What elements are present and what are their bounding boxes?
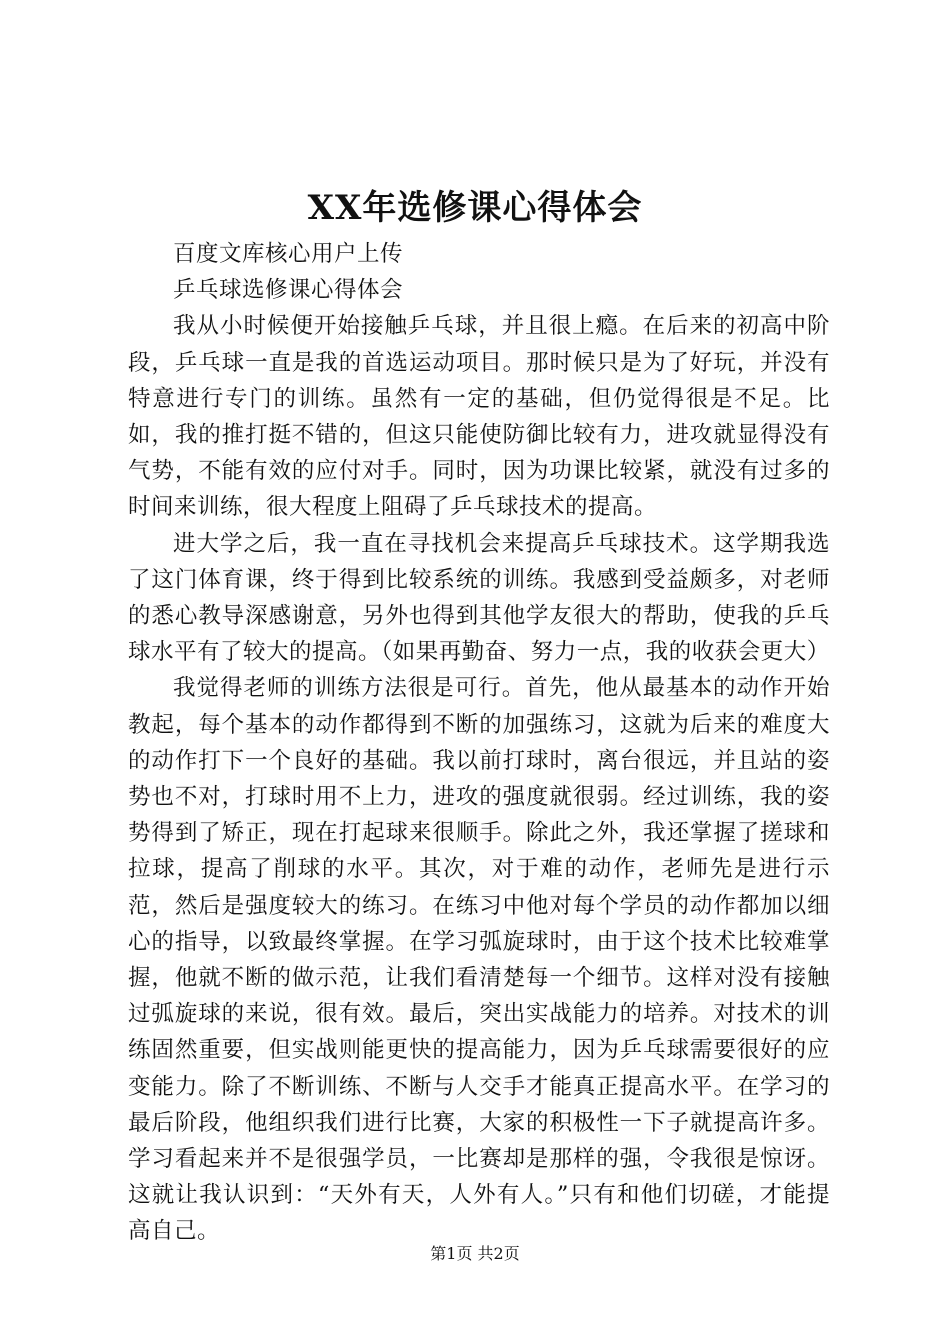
page-footer: 第1页 共2页 xyxy=(430,1244,520,1263)
paragraph-uploader-note: 百度文库核心用户上传 xyxy=(173,241,404,267)
paragraph-2: 进大学之后，我一直在寻找机会来提高乒乓球技术。这学期我选了这门体育课，终于得到比较系统的训练。我感到受益颇多，对老师的悉心教导深感谢意，另外也得到其他学友很大的帮助，使我的乒乓球水平有了较大的提高。（如果再勤奋、努力一点，我的收获会更大） xyxy=(128,530,830,666)
paragraph-3: 我觉得老师的训练方法很是可行。首先，他从最基本的动作开始教起，每个基本的动作都得到不断的加强练习，这就为后来的难度大的动作打下一个良好的基础。我以前打球时，离台很远，并且站的姿势也不对，打球时用不上力，进攻的强度就很弱。经过训练，我的姿势得到了矫正，现在打起球来很顺手。除此之外，我还掌握了搓球和拉球，提高了削球的水平。其次，对于难的动作，老师先是进行示范，然后是强度较大的练习。在练习中他对每个学员的动作都加以细心的指导，以致最终掌握。在学习弧旋球时，由于这个技术比较难掌握，他就不断的做示范，让我们看清楚每一个细节。这样对没有接触过弧旋球的来说，很有效。最后，突出实战能力的培养。对技术的训练固然重要，但实战则能更快的提高能力，因为乒乓球需要很好的应变能力。除了不断训练、不断与人交手才能真正提高水平。在学习的最后阶段，他组织我们进行比赛，大家的积极性一下子就提高许多。学习看起来并不是很强学员，一比赛却是那样的强，令我很是惊讶。这就让我认识到：“天外有天，人外有人。”只有和他们切磋，才能提高自己。 xyxy=(128,675,830,1245)
document-body xyxy=(128,236,830,1250)
paragraph-subtitle: 乒乓球选修课心得体会 xyxy=(173,277,404,304)
paragraph-1: 我从小时候便开始接触乒乓球，并且很上瘾。在后来的初高中阶段，乒乓球一直是我的首选运动项目。那时候只是为了好玩，并没有特意进行专门的训练。虽然有一定的基础，但仍觉得很是不足。比如，我的推打挺不错的，但这只能使防御比较有力，进攻就显得没有气势，不能有效的应付对手。同时，因为功课比较紧，就没有过多的时间来训练，很大程度上阻碍了乒乓球技术的提高。 xyxy=(128,313,830,521)
document-title: XX年选修课心得体会 xyxy=(307,188,643,228)
